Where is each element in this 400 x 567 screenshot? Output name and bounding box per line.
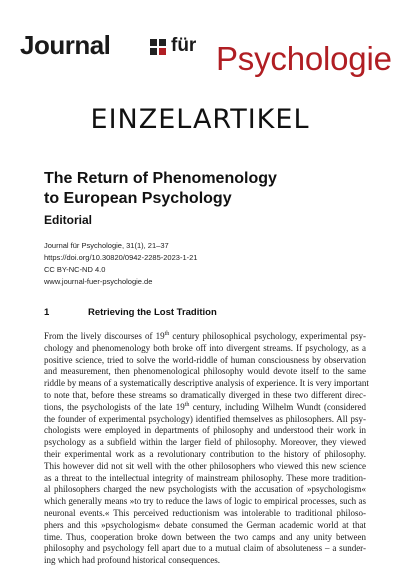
body-line: which generally means »to try to reduce the laws of logic to empirical processes, such as	[44, 496, 366, 507]
masthead-journal-word: Journal	[20, 30, 111, 60]
body-line: their experimental work as a revolutionary contribution to the history of philosophy.	[44, 448, 366, 459]
masthead-psychologie-word: Psychologie	[216, 40, 392, 77]
article-title	[44, 169, 374, 209]
meta-doi-link[interactable]: https://doi.org/10.30820/0942-2285-2023-1-21	[44, 253, 198, 262]
body-line: time. Thus, cooperation broke down between the two camps and any unity between	[44, 531, 366, 542]
body-line: chology and phenomenology both broke off into divergent streams. If psychology, as a	[44, 342, 366, 353]
journal-masthead	[18, 30, 392, 80]
section-title: Retrieving the Lost Tradition	[88, 307, 217, 318]
meta-citation: Journal für Psychologie, 31(1), 21–37	[44, 241, 169, 250]
masthead-squares-icon	[150, 39, 166, 55]
body-line: neuronal events.« This perceived reductionism was intolerable to traditional philoso-	[44, 507, 366, 518]
body-line: phers and this »psychologism« debate consumed the German academic world at that	[44, 519, 366, 530]
article-type-label: EINZELARTIKEL	[90, 104, 310, 135]
body-line: al philosophers charged the new psychologists with the accusation of »psychologism«	[44, 484, 366, 495]
body-line: the founder of experimental psychology) identified themselves as philosophers. All psy-	[44, 413, 366, 424]
section-heading	[44, 307, 217, 318]
meta-license: CC BY-NC-ND 4.0	[44, 265, 106, 274]
article-meta	[44, 240, 197, 288]
masthead-fuer-word: für	[171, 35, 197, 56]
body-paragraph	[44, 331, 369, 567]
article-title-line-2: to European Psychology	[44, 190, 232, 207]
article-subtitle: Editorial	[44, 213, 93, 227]
body-line: tions, the psychologists of the late 19th century, including Wilhelm Wundt (considered	[44, 401, 366, 412]
body-line: and measurement, then phenomenological philosophy would devote itself to the same	[44, 366, 366, 377]
body-line: psychology as a subfield within the larger field of philosophy. Moreover, they viewed	[44, 437, 366, 448]
meta-website-link[interactable]: www.journal-fuer-psychologie.de	[44, 277, 153, 286]
body-line: From the lively discourses of 19th century philosophical psychology, experimental psy-	[44, 331, 366, 341]
body-line: to note that, before these streams so dramatically diverged in these two different direc-	[44, 389, 366, 400]
body-line: chologists were employed in departments of philosophy and understood their work in	[44, 425, 366, 436]
body-line: ing which had profound historical consequences.	[44, 555, 220, 566]
body-line: This however did not sit well with the other philosophers who viewed this new science	[44, 460, 366, 471]
article-title-line-1: The Return of Phenomenology	[44, 170, 277, 187]
body-line: riddle by means of a systematically descriptive analysis of experience. It is very important	[44, 378, 369, 389]
body-line: philosophy and psychology fell apart due to a mutual claim of absoluteness – a sunder-	[44, 543, 366, 554]
body-line: as a threat to the intellectual integrity of mainstream philosophy. These more tradition-	[44, 472, 366, 483]
body-line: positive science, tried to solve the world-riddle of human consciousness by observation	[44, 354, 366, 365]
section-number: 1	[44, 307, 50, 318]
